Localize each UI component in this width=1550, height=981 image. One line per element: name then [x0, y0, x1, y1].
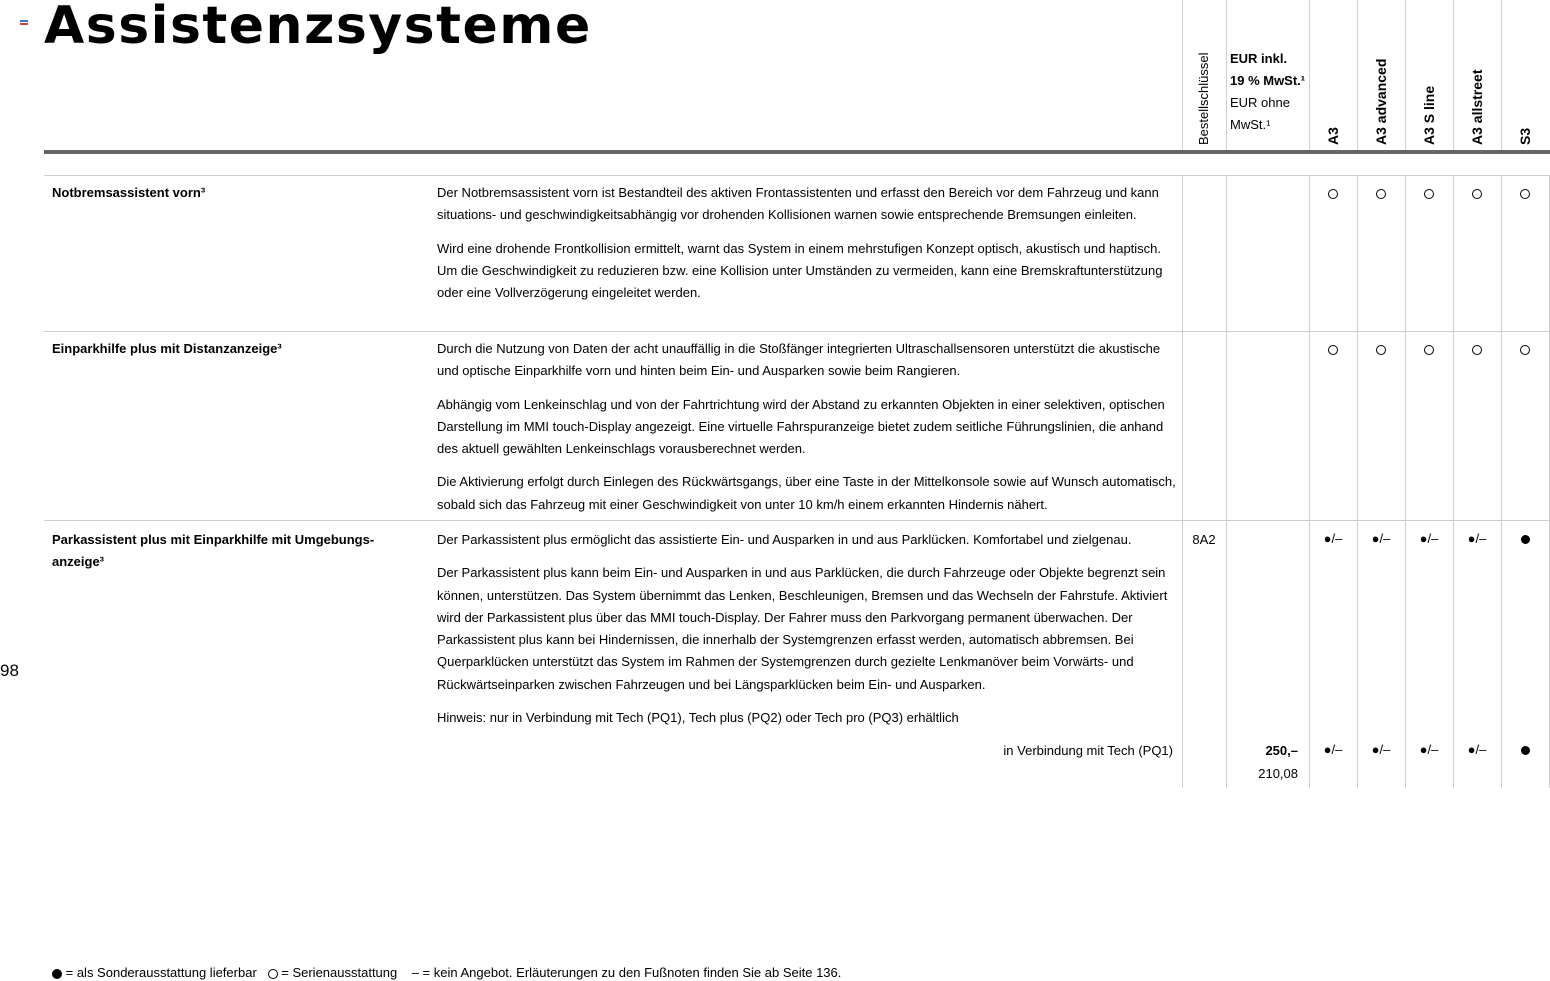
feature-description [437, 182, 1177, 315]
option-mark: ●/– [1467, 531, 1487, 546]
serie-circle-icon [1453, 182, 1501, 204]
header-bestellschluessel: Bestellschlüssel [1196, 52, 1211, 145]
option-mark: ●/– [1419, 531, 1439, 546]
option-mark: ●/– [1323, 531, 1343, 546]
col-divider [1405, 0, 1406, 150]
header-eur-inkl: EUR inkl. [1230, 51, 1288, 66]
header-model-a3-advanced: A3 advanced [1373, 58, 1389, 145]
col-divider [1182, 0, 1183, 150]
serie-circle-icon [1357, 182, 1405, 204]
option-mark: ●/– [1419, 742, 1439, 757]
header-model-a3-s-line: A3 S line [1421, 85, 1437, 145]
legend [52, 963, 841, 981]
serie-circle-icon [1501, 338, 1549, 360]
description-paragraph: Der Notbremsassistent vorn ist Bestandteil des aktiven Frontassistenten und erfasst den Bereich vor dem Fahrzeug und kann situations- und geschwindigkeitsabhängig vor drohenden Kollisionen warnen sowie entsprechende Bremsungen einleiten. [437, 185, 1159, 223]
feature-name: Parkassistent plus mit Einparkhilfe mit Umgebungsanzeige³ [52, 532, 375, 569]
legend-kein: – = kein Angebot. Erläuterungen zu den Fußnoten finden Sie ab Seite 136. [411, 965, 842, 980]
price-inkl: 250,– [1265, 743, 1298, 758]
col-divider [1357, 175, 1358, 788]
col-divider [1405, 175, 1406, 788]
page-title: Assistenzsysteme [44, 0, 592, 56]
description-paragraph: Die Aktivierung erfolgt durch Einlegen des Rückwärtsgangs, über eine Taste in der Mittelkonsole sowie auf Wunsch automatisch, sobald sich das Fahrzeug mit einer Geschwindigkeit von unter 10 km/h einem erkannten Hindernis nähert. [437, 474, 1176, 512]
col-divider [1501, 175, 1502, 788]
serie-circle-icon [1405, 338, 1453, 360]
option-mark: ●/– [1371, 742, 1391, 757]
serie-circle-icon [1309, 338, 1357, 360]
sonder-dot-icon [1501, 739, 1549, 761]
col-divider [1226, 0, 1227, 150]
header-model-s3: S3 [1517, 127, 1533, 145]
description-paragraph: Hinweis: nur in Verbindung mit Tech (PQ1), Tech plus (PQ2) oder Tech pro (PQ3) erhältlich [437, 710, 959, 726]
col-divider [1357, 0, 1358, 150]
header-mwst-inkl: 19 % MwSt.¹ [1230, 73, 1306, 88]
order-code: 8A2 [1192, 532, 1216, 547]
header-model-a3-allstreet: A3 allstreet [1469, 69, 1485, 145]
description-paragraph: Der Parkassistent plus ermöglicht das assistierte Ein- und Ausparken in und aus Parklücken. Komfortabel und zielgenau. [437, 532, 1132, 547]
col-divider [1453, 0, 1454, 150]
header-eur-ohne: EUR ohne [1230, 95, 1290, 110]
description-paragraph: Der Parkassistent plus kann beim Ein- und Ausparken in und aus Parklücken, die durch Fahrzeuge oder Objekte begrenzt sein können, unterstützen. Das System übernimmt das Lenken, Beschleunigen, Bremsen und das Wechseln der Fahrstufe. Aktiviert wird der Parkassistent plus über das MMI touch-Display. Der Fahrer muss den Parkvorgang permanent überwachen. Der Parkassistent plus kann bei Hindernissen, die innerhalb der Systemgrenzen erfasst werden, automatisch abbremsen. Bei Querparklücken unterstützt das System im Rahmen der Systemgrenzen durch gezielte Lenkmanöver beim Vorwärts- und Rückwärtseinparken zwischen Fahrzeugen und bei Längsparklücken beim Ein- und Ausparken. [437, 565, 1168, 692]
col-divider [1309, 175, 1310, 788]
header-mwst-ohne: MwSt.¹ [1230, 117, 1271, 132]
legend-serie: = Serienausstattung [281, 965, 398, 980]
option-mark: ●/– [1371, 531, 1391, 546]
price-ohne: 210,08 [1258, 766, 1298, 781]
serie-circle-icon [1357, 338, 1405, 360]
row-divider [44, 331, 1550, 332]
row-divider [44, 175, 1550, 176]
feature-name: Notbremsassistent vorn³ [52, 185, 206, 200]
feature-description [437, 529, 1177, 740]
serie-circle-icon [1309, 182, 1357, 204]
legend-sonder: = als Sonderausstattung lieferbar [65, 965, 257, 980]
option-mark: ●/– [1467, 742, 1487, 757]
serie-circle-icon [1453, 338, 1501, 360]
sonder-dot-icon [1501, 528, 1549, 550]
subrow-label: in Verbindung mit Tech (PQ1) [1003, 743, 1173, 758]
description-paragraph: Abhängig vom Lenkeinschlag und von der Fahrtrichtung wird der Abstand zu erkannten Objekten in einer selektiven, optischen Darstellung im MMI touch-Display angezeigt. Eine virtuelle Fahrspuranzeige bietet zudem seitliche Führungslinien, die anhand des aktuell gewählten Lenkeinschlags vorausberechnet werden. [437, 396, 1165, 457]
price [1226, 739, 1308, 785]
serie-circle-icon [268, 969, 278, 979]
flag-icon [20, 20, 28, 26]
sonder-dot-icon [52, 969, 62, 979]
header-model-a3: A3 [1325, 127, 1341, 145]
description-paragraph: Wird eine drohende Frontkollision ermittelt, warnt das System in einem mehrstufigen Konzept optisch, akustisch und haptisch. Um die Geschwindigkeit zu reduzieren bzw. eine Kollision unter Umständen zu vermeiden, kann eine Bremskraftunterstützung oder eine Vollverzögerung eingeleitet werden. [437, 240, 1163, 301]
page-number: 98 [0, 661, 19, 680]
description-paragraph: Durch die Nutzung von Daten der acht unauffällig in die Stoßfänger integrierten Ultraschallsensoren unterstützt die akustische und optische Einparkhilfe vorn und hinten beim Ein- und Ausparken sowie beim Rangieren. [437, 341, 1161, 379]
serie-circle-icon [1405, 182, 1453, 204]
col-divider [1501, 0, 1502, 150]
option-mark: ●/– [1323, 742, 1343, 757]
serie-circle-icon [1501, 182, 1549, 204]
col-divider [1453, 175, 1454, 788]
header-divider [44, 150, 1550, 154]
header-eur [1230, 48, 1310, 136]
col-divider [1226, 175, 1227, 788]
feature-description [437, 338, 1177, 527]
col-divider [1182, 175, 1183, 788]
feature-name: Einparkhilfe plus mit Distanzanzeige³ [52, 341, 282, 356]
